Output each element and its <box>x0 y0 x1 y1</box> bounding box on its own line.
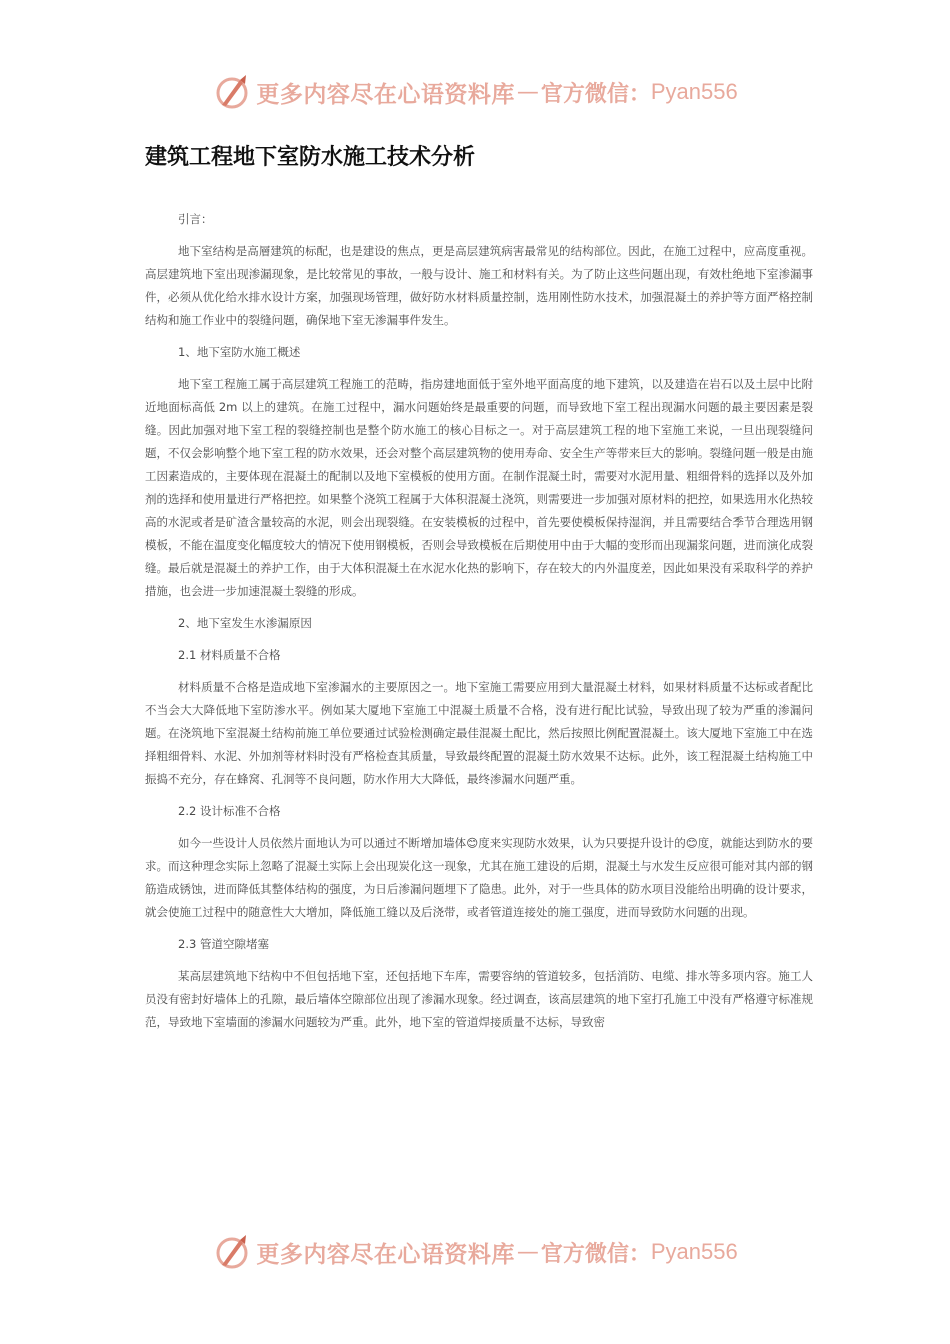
body-paragraph: 某高层建筑地下结构中不但包括地下室，还包括地下车库，需要容纳的管道较多，包括消防、电缆、排水等多项内容。施工人员没有密封好墙体上的孔隙，最后墙体空隙部位出现了渗漏水现象。经过调查，该高层建筑的地下室打孔施工中没有严格遵守标准规范，导致地下室墙面的渗漏水问题较为严重。此外，地下室的管道焊接质量不达标，导致密 <box>145 969 813 1029</box>
section-heading: 2.1 材料质量不合格 <box>178 648 281 662</box>
banner-wechat-label: 官方微信： <box>540 80 651 107</box>
section-heading: 引言： <box>178 212 213 226</box>
document-title: 建筑工程地下室防水施工技术分析 <box>145 145 476 170</box>
banner-wechat-id: Pyan556 <box>650 79 738 104</box>
body-paragraph: 材料质量不合格是造成地下室渗漏水的主要原因之一。地下室施工需要应用到大量混凝土材料，如果材料质量不达标或者配比不当会大大降低地下室防渗水平。例如某大厦地下室施工中混凝土质量不合格，没有进行配比试验，导致出现了较为严重的渗漏问题。在浇筑地下室混凝土结构前施工单位要通过试验检测确定最佳混凝土配比，然后按照比例配置混凝土。该大厦地下室施工中在选择粗细骨料、水泥、外加剂等材料时没有严格检查其质量，导致最终配置的混凝土防水效果不达标。此外，该工程混凝土结构施工中振捣不充分，存在蜂窝、孔洞等不良问题，防水作用大大降低，最终渗漏水问题严重。 <box>145 680 813 786</box>
quill-logo-icon <box>212 1232 252 1272</box>
banner-wechat-id: Pyan556 <box>650 1239 738 1264</box>
header-banner <box>0 72 950 112</box>
section-heading: 2.2 设计标准不合格 <box>178 804 281 818</box>
body-paragraph: 地下室工程施工属于高层建筑工程施工的范畴，指房建地面低于室外地平面高度的地下建筑，以及建造在岩石以及土层中比附近地面标高低 2m 以上的建筑。在施工过程中，漏水问题始终是最重要的问题，而导致地下室工程出现漏水问题的最主要因素是裂缝。因此加强对地下室工程的裂缝控制也是整个防水施工的核心目标之一。对于高层建筑工程的地下室施工来说，一旦出现裂缝问题，不仅会影响整个地下室工程的防水效果，还会对整个高层建筑物的使用寿命、安全生产等带来巨大的影响。裂缝问题一般是由施工因素造成的，主要体现在混凝土的配制以及地下室模板的使用方面。在制作混凝土时，需要对水泥用量、粗细骨料的选择以及外加剂的选择和使用量进行严格把控。如果整个浇筑工程属于大体积混凝土浇筑，则需要进一步加强对原材料的把控，如果选用水化热较高的水泥或者是矿渣含量较高的水泥，则会出现裂缝。在安装模板的过程中，首先要使模板保持湿润，并且需要结合季节合理选用钢模板，不能在温度变化幅度较大的情况下使用钢模板，否则会导致模板在后期使用中由于大幅的变形而出现漏浆问题，进而演化成裂缝。最后就是混凝土的养护工作，由于大体积混凝土在水泥水化热的影响下，存在较大的内外温度差，因此如果没有采取科学的养护措施，也会进一步加速混凝土裂缝的形成。 <box>145 377 813 598</box>
section-heading: 2.3 管道空隙堵塞 <box>178 937 269 951</box>
section-heading: 1、地下室防水施工概述 <box>178 345 301 359</box>
banner-slogan: 更多内容尽在心语资料库 <box>256 1240 515 1268</box>
document-body <box>145 208 813 1043</box>
quill-logo-icon <box>212 72 252 112</box>
banner-slogan: 更多内容尽在心语资料库 <box>256 80 515 108</box>
banner-wechat-label: 官方微信： <box>540 1240 651 1267</box>
banner-dash: — <box>516 1239 539 1265</box>
banner-dash: — <box>516 79 539 105</box>
body-paragraph: 如今一些设计人员依然片面地认为可以通过不断增加墙体😊度来实现防水效果，认为只要提升设计的😊度，就能达到防水的要求。而这种理念实际上忽略了混凝土实际上会出现炭化这一现象，尤其在施工建设的后期，混凝土与水发生反应很可能对其内部的钢筋造成锈蚀，进而降低其整体结构的强度，为日后渗漏问题埋下了隐患。此外，对于一些具体的防水项目没能给出明确的设计要求，就会使施工过程中的随意性大大增加，降低施工缝以及后浇带，或者管道连接处的施工强度，进而导致防水问题的出现。 <box>145 836 813 919</box>
body-paragraph: 地下室结构是高層建筑的标配，也是建设的焦点，更是高层建筑病害最常见的结构部位。因此，在施工过程中，应高度重视。高层建筑地下室出现渗漏现象，是比较常见的事故，一般与设计、施工和材料有关。为了防止这些问题出现，有效杜绝地下室渗漏事件，必须从优化给水排水设计方案，加强现场管理，做好防水材料质量控制，选用刚性防水技术，加强混凝土的养护等方面严格控制结构和施工作业中的裂缝问题，确保地下室无渗漏事件发生。 <box>145 244 813 327</box>
section-heading: 2、地下室发生水渗漏原因 <box>178 616 312 630</box>
footer-banner <box>0 1232 950 1272</box>
